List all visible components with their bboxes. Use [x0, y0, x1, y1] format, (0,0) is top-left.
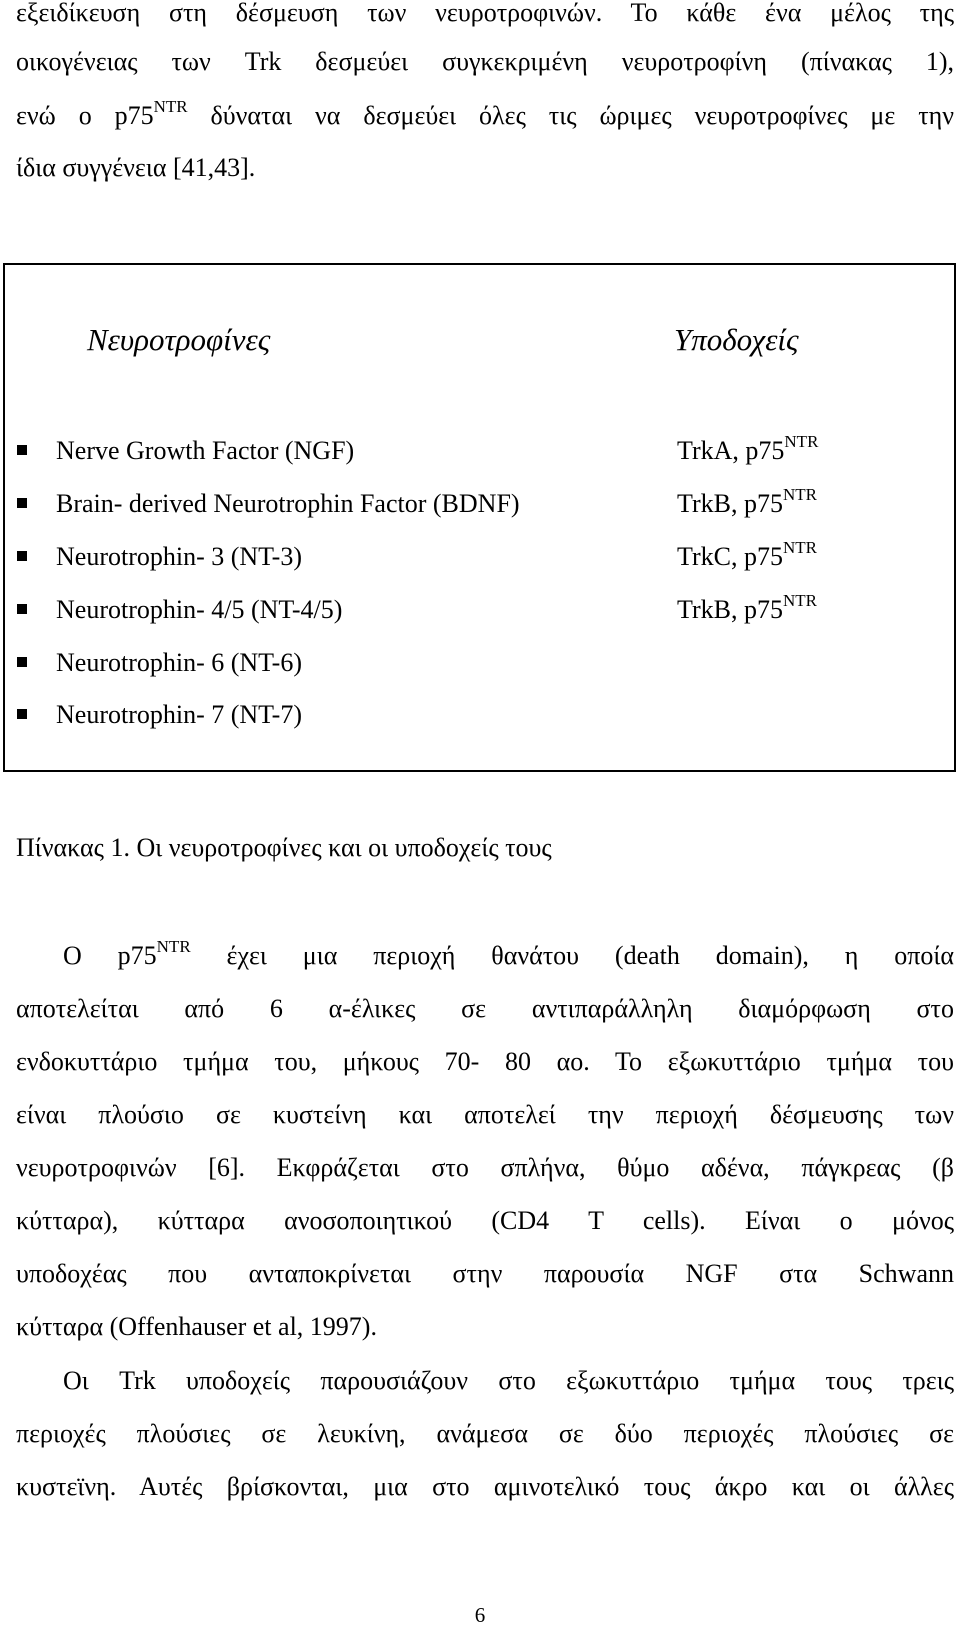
neurotrophin-name: Neurotrophin- 3 (NT-3): [56, 542, 302, 571]
table-row: [0, 538, 960, 573]
table-header-receptors: Υποδοχείς: [674, 322, 799, 357]
intro-line-1: εξειδίκευση στη δέσμευση των νευροτροφινών. Το κάθε ένα μέλος της: [16, 0, 954, 27]
para1-line-5: νευροτροφινών [6]. Εκφράζεται στο σπλήνα, θύμο αδένα, πάγκρεας (β: [16, 1153, 954, 1182]
table-row: [0, 485, 960, 520]
receptor-superscript: NTR: [782, 591, 817, 611]
receptor-label: [677, 538, 817, 573]
table-row: [0, 432, 960, 467]
neurotrophin-name: Neurotrophin- 6 (NT-6): [56, 648, 302, 677]
para1-line-7: υποδοχέας που ανταποκρίνεται στην παρουσία NGF στα Schwann: [16, 1259, 954, 1288]
para1-line-1-post: έχει μια περιοχή θανάτου (death domain), η οποία: [226, 941, 954, 970]
table-row: [0, 591, 960, 626]
neurotrophin-name: Neurotrophin- 4/5 (NT-4/5): [56, 595, 343, 624]
table-caption: Πίνακας 1. Οι νευροτροφίνες και οι υποδοχείς τους: [16, 833, 552, 862]
receptor-label: [677, 591, 817, 626]
intro-line-2: οικογένειας των Trk δεσμεύει συγκεκριμένη νευροτροφίνη (πίνακας 1),: [16, 47, 954, 76]
square-bullet-icon: [17, 657, 27, 667]
receptor-text: TrkC, p75: [677, 542, 783, 571]
superscript-ntr: NTR: [156, 937, 191, 957]
neurotrophin-name: Neurotrophin- 7 (NT-7): [56, 700, 302, 729]
intro-line-3-post: δύναται να δεσμεύει όλες τις ώριμες νευροτροφίνες με την: [210, 101, 954, 130]
receptor-superscript: NTR: [784, 432, 819, 452]
para2-line-1: Οι Trk υποδοχείς παρουσιάζουν στο εξωκυττάριο τμήμα τους τρεις: [63, 1366, 954, 1395]
receptor-superscript: NTR: [782, 485, 817, 505]
receptor-label: [677, 432, 819, 467]
receptor-label: [677, 485, 817, 520]
para1-line-3: ενδοκυττάριο τμήμα του, μήκους 70- 80 αο. Το εξωκυττάριο τμήμα του: [16, 1047, 954, 1076]
square-bullet-icon: [17, 498, 27, 508]
para1-line-2: αποτελείται από 6 α-έλικες σε αντιπαράλληλη διαμόρφωση στο: [16, 994, 954, 1023]
receptor-superscript: NTR: [782, 538, 817, 558]
table-row: [0, 699, 960, 731]
para1-line-1-pre: Ο p75: [63, 941, 157, 970]
intro-line-4: ίδια συγγένεια [41,43].: [16, 153, 256, 182]
intro-line-3-pre: ενώ ο p75: [16, 101, 154, 130]
square-bullet-icon: [17, 445, 27, 455]
square-bullet-icon: [17, 709, 27, 719]
para1-line-8: κύτταρα (Offenhauser et al, 1997).: [16, 1312, 377, 1341]
page-number: 6: [474, 1603, 486, 1627]
square-bullet-icon: [17, 604, 27, 614]
neurotrophin-name: Brain- derived Neurotrophin Factor (BDNF): [56, 489, 520, 518]
table-row: [0, 647, 960, 679]
para2-line-2: περιοχές πλούσιες σε λευκίνη, ανάμεσα σε δύο περιοχές πλούσιες σε: [16, 1419, 954, 1448]
para1-line-1: [63, 937, 954, 971]
para2-line-3: κυστεϊνη. Αυτές βρίσκονται, μια στο αμινοτελικό τους άκρο και οι άλλες: [16, 1472, 954, 1501]
receptor-text: TrkB, p75: [677, 595, 783, 624]
para1-line-6: κύτταρα), κύτταρα ανοσοποιητικού (CD4 T cells). Είναι ο μόνος: [16, 1206, 954, 1235]
intro-line-3: [16, 97, 954, 131]
neurotrophin-name: Nerve Growth Factor (NGF): [56, 436, 355, 465]
receptor-text: TrkB, p75: [677, 489, 783, 518]
square-bullet-icon: [17, 551, 27, 561]
table-header-neurotrophins: Νευροτροφίνες: [87, 322, 271, 357]
para1-line-4: είναι πλούσιο σε κυστείνη και αποτελεί την περιοχή δέσμευσης των: [16, 1100, 954, 1129]
superscript-ntr: NTR: [153, 97, 188, 117]
receptor-text: TrkA, p75: [677, 436, 785, 465]
